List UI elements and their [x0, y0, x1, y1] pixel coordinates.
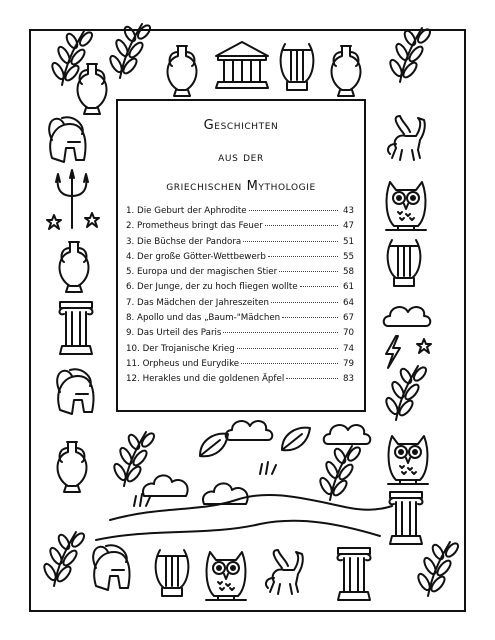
pegasus-icon: [266, 550, 303, 594]
laurel-branch-icon: [318, 445, 362, 500]
laurel-branch-icon: [416, 541, 460, 596]
laurel-branch-icon: [108, 23, 152, 78]
hills-icon: [110, 495, 392, 520]
toc-entry-label: 9. Das Urteil des Paris: [126, 328, 222, 339]
column-icon: [338, 548, 371, 600]
laurel-branch-icon: [50, 30, 94, 85]
laurel-branch-icon: [384, 365, 428, 420]
toc-entry-page: 83: [342, 374, 354, 385]
column-icon: [390, 492, 423, 544]
owl-icon: [386, 182, 426, 230]
title-line-1: Geschichten: [203, 118, 279, 133]
toc-entry-label: 8. Apollo und das „Baum-"Mädchen: [126, 313, 281, 324]
toc-entry: [126, 237, 354, 252]
toc-entry-label: 11. Orpheus und Eurydike: [126, 358, 240, 369]
toc-entry-page: 58: [342, 267, 354, 278]
amphora-icon: [168, 46, 197, 96]
lyre-icon: [388, 240, 421, 286]
toc-entry-page: 47: [342, 221, 354, 232]
toc-entry-label: 4. Der große Götter-Wettbewerb: [126, 251, 266, 262]
toc-entry-page: 55: [342, 251, 354, 262]
toc-entry: [126, 328, 354, 343]
leaf-icon: [282, 428, 310, 451]
amphora-icon: [332, 46, 361, 96]
leaf-icon: [200, 434, 228, 457]
toc-entry: [126, 359, 354, 374]
greek-temple-icon: [216, 42, 268, 88]
column-icon: [60, 302, 93, 354]
leader-dots: [237, 348, 338, 349]
amphora-icon: [78, 64, 107, 114]
toc-entry-page: 67: [342, 313, 354, 324]
table-of-contents-box: [116, 99, 366, 412]
toc-entry-page: 61: [342, 282, 354, 293]
toc-entry-page: 70: [342, 328, 354, 339]
toc-entry: [126, 374, 354, 389]
toc-entry-page: 64: [342, 297, 354, 308]
cloud-icon: [384, 307, 431, 326]
star-icon: [47, 215, 61, 229]
toc-entry-page: 51: [342, 236, 354, 247]
cloud-icon: [324, 425, 371, 444]
leader-dots: [268, 256, 338, 257]
toc-entry-page: 74: [342, 343, 354, 354]
toc-entry-label: 10. Der Trojanische Krieg: [126, 343, 235, 354]
pegasus-icon: [388, 116, 425, 160]
bush-icon: [143, 475, 188, 496]
toc-entry-label: 7. Das Mädchen der Jahreszeiten: [126, 297, 269, 308]
toc-entry-list: [126, 206, 354, 390]
leader-dots: [286, 378, 338, 379]
amphora-icon: [58, 442, 87, 492]
star-icon: [85, 213, 99, 227]
amphora-icon: [60, 242, 89, 292]
leader-dots: [243, 241, 338, 242]
toc-entry: [126, 221, 354, 236]
toc-entry: [126, 344, 354, 359]
toc-entry-page: 79: [342, 358, 354, 369]
lyre-icon: [156, 550, 189, 596]
leader-dots: [271, 302, 338, 303]
star-icon: [417, 339, 431, 353]
grass-icon: [260, 462, 276, 474]
owl-icon: [206, 552, 246, 600]
leader-dots: [241, 363, 338, 364]
leader-dots: [223, 332, 338, 333]
lyre-icon: [281, 44, 314, 90]
helmet-icon: [49, 117, 85, 162]
toc-entry-label: 3. Die Büchse der Pandora: [126, 236, 242, 247]
laurel-branch-icon: [42, 531, 86, 586]
leader-dots: [265, 225, 338, 226]
helmet-icon: [93, 545, 129, 590]
toc-entry-page: 43: [342, 206, 354, 216]
toc-entry: [126, 252, 354, 267]
toc-entry: [126, 282, 354, 297]
toc-entry-label: 12. Herakles und die goldenen Äpfel: [126, 374, 285, 385]
leader-dots: [282, 317, 338, 318]
toc-entry-label: 6. Der Junge, der zu hoch fliegen wollte: [126, 282, 298, 293]
leader-dots: [249, 210, 338, 211]
toc-entry-label: 1. Die Geburt der Aphrodite: [126, 206, 247, 216]
helmet-icon: [57, 369, 93, 414]
leader-dots: [300, 286, 338, 287]
toc-entry: [126, 206, 354, 221]
bush-icon: [203, 483, 248, 504]
title-line-2: aus der: [218, 150, 264, 165]
toc-entry: [126, 267, 354, 282]
owl-icon: [388, 436, 428, 484]
laurel-branch-icon: [388, 27, 432, 82]
cloud-icon: [226, 421, 273, 440]
laurel-branch-icon: [112, 431, 156, 486]
toc-entry-label: 2. Prometheus bringt das Feuer: [126, 221, 263, 232]
hills-icon: [96, 521, 380, 540]
toc-entry-label: 5. Europa und der magischen Stier: [126, 267, 278, 278]
lightning-icon: [386, 336, 400, 368]
title-line-3: griechischen Mythologie: [166, 179, 316, 194]
toc-entry: [126, 298, 354, 313]
leader-dots: [279, 271, 338, 272]
toc-entry: [126, 313, 354, 328]
